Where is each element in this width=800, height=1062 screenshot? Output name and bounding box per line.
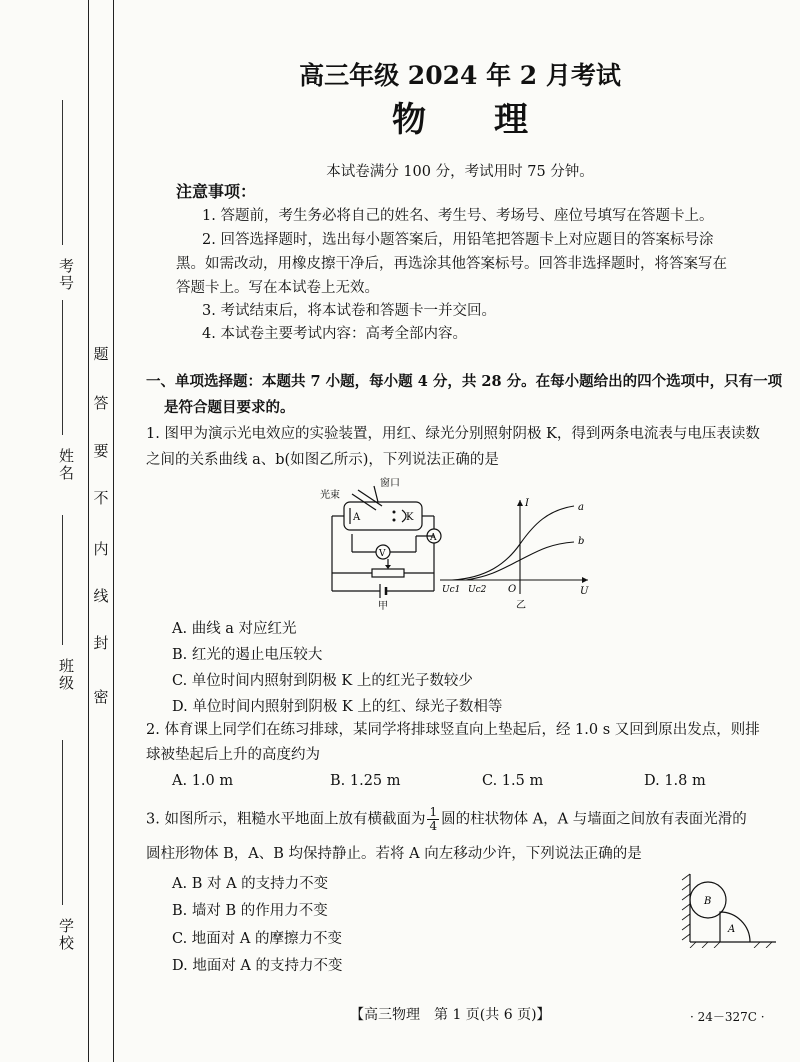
q3-option-c: C. 地面对 A 的摩擦力不变 (172, 931, 342, 947)
school-label: 学校 (57, 918, 75, 952)
q2-option-b: B. 1.25 m (330, 773, 401, 789)
curve-b-label: b (578, 536, 585, 547)
exam-title: 高三年级 2024 年 2 月考试 (299, 61, 621, 90)
q2-option-c: C. 1.5 m (482, 773, 544, 789)
seal-char: 密 (93, 688, 109, 706)
q2-option-d: D. 1.8 m (644, 773, 706, 789)
q3-option-b: B. 墙对 B 的作用力不变 (172, 903, 328, 919)
subject-title: 物 理 (392, 100, 528, 140)
notice-item-2-cont: 答题卡上。写在本试卷上无效。 (176, 280, 379, 296)
seal-char: 封 (93, 634, 109, 652)
q1-iu-graph (436, 494, 596, 612)
class-blank (62, 515, 63, 645)
cathode-label: K (406, 512, 414, 523)
seal-char: 答 (93, 394, 109, 412)
seal-char: 要 (93, 442, 109, 460)
notice-item-4: 4. 本试卷主要考试内容：高考全部内容。 (202, 326, 467, 342)
beam-label: 光束 (320, 490, 340, 501)
q1-option-c: C. 单位时间内照射到阴极 K 上的红光子数较少 (172, 673, 473, 689)
uc1-label: Uc1 (442, 585, 461, 595)
curve-a (452, 506, 574, 580)
seal-char: 线 (93, 587, 109, 605)
q1-stem: 1. 图甲为演示光电效应的实验装置，用红、绿光分别照射阴极 K，得到两条电流表与电压表读数 (146, 426, 760, 442)
voltmeter-label: V (379, 549, 386, 559)
quarter-fraction: $\frac{1}{4}$ (429, 805, 438, 833)
origin-label: O (508, 584, 517, 595)
q1-option-b: B. 红光的遏止电压较大 (172, 647, 323, 663)
school-blank (62, 740, 63, 905)
cylinder-b-label: B (704, 896, 712, 907)
notice-heading: 注意事项： (176, 182, 257, 201)
page-footer: 【高三物理 第 1 页(共 6 页)】 (350, 1007, 551, 1023)
q3-figure (680, 868, 780, 948)
curve-a-label: a (578, 502, 584, 513)
q3-stem-cont: 圆柱形物体 B，A、B 均保持静止。若将 A 向左移动少许，下列说法正确的是 (146, 846, 642, 862)
name-blank (62, 300, 63, 435)
window-label: 窗口 (380, 478, 400, 489)
q3-option-a: A. B 对 A 的支持力不变 (172, 876, 329, 892)
section-heading: 一、单项选择题：本题共 7 小题，每小题 4 分，共 28 分。在每小题给出的四个选项中，只有一项 (146, 373, 783, 390)
exam-code: · 24－327C · (690, 1010, 765, 1024)
q2-option-a: A. 1.0 m (172, 773, 234, 789)
notice-item-1: 1. 答题前，考生务必将自己的姓名、考生号、考场号、座位号填写在答题卡上。 (202, 208, 714, 224)
q2-stem-cont: 球被垫起后上升的高度约为 (146, 747, 320, 763)
exam-intro: 本试卷满分 100 分，考试用时 75 分钟。 (326, 164, 594, 180)
figure-jia-label: 甲 (378, 601, 388, 611)
anode-label: A (353, 512, 361, 523)
q1-option-a: A. 曲线 a 对应红光 (172, 621, 297, 637)
q3-stem (146, 806, 747, 833)
i-axis-label: I (525, 498, 529, 509)
q3-option-d: D. 地面对 A 的支持力不变 (172, 958, 343, 974)
q2-stem: 2. 体育课上同学们在练习排球，某同学将排球竖直向上垫起后，经 1.0 s 又回到原出发点，则排 (146, 722, 760, 738)
seal-char: 内 (93, 540, 109, 558)
class-label: 班级 (57, 658, 75, 692)
seal-char: 题 (93, 345, 109, 363)
ammeter-label: A (430, 533, 437, 543)
notice-item-2: 2. 回答选择题时，选出每小题答案后，用铅笔把答题卡上对应题目的答案标号涂 (202, 232, 714, 248)
figure-yi-label: 乙 (516, 600, 526, 611)
block-a-label: A (728, 924, 736, 935)
q1-option-d: D. 单位时间内照射到阴极 K 上的红、绿光子数相等 (172, 699, 503, 715)
uc2-label: Uc2 (468, 585, 487, 595)
name-label: 姓名 (57, 448, 75, 482)
u-axis-label: U (580, 586, 589, 597)
seal-char: 不 (93, 489, 109, 507)
notice-item-3: 3. 考试结束后，将本试卷和答题卡一并交回。 (202, 303, 496, 319)
q3-stem-post: 圆的柱状物体 A，A 与墙面之间放有表面光滑的 (441, 811, 747, 828)
q1-stem-cont: 之间的关系曲线 a、b(如图乙所示)，下列说法正确的是 (146, 452, 499, 468)
notice-item-2-cont: 黑。如需改动，用橡皮擦干净后，再选涂其他答案标号。回答非选择题时，将答案写在 (176, 256, 727, 272)
exam-no-label: 考号 (57, 258, 75, 292)
section-heading-cont: 是符合题目要求的。 (164, 399, 295, 416)
q3-stem-pre: 3. 如图所示，粗糙水平地面上放有横截面为 (146, 811, 426, 828)
